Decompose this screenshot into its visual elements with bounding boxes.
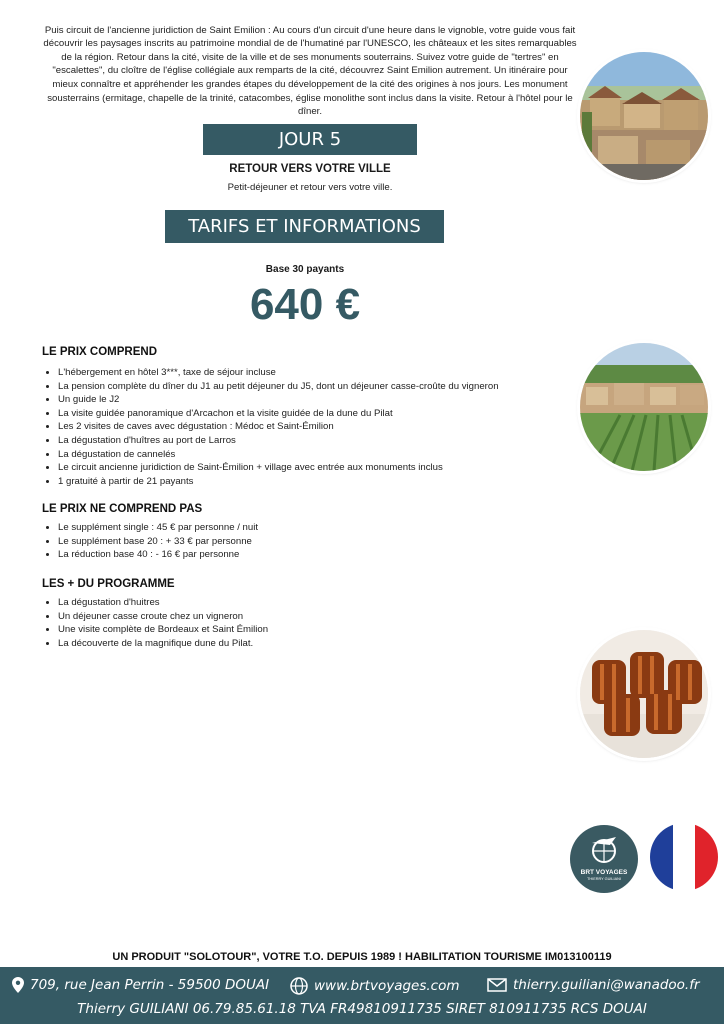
list-item: • Le circuit ancienne juridiction de Saint-Émilion + village avec entrée aux monuments inclus <box>58 461 578 475</box>
globe-icon <box>290 977 308 995</box>
tarifs-banner: TARIFS ET INFORMATIONS <box>165 210 444 243</box>
canneles-pastry-photo <box>580 630 708 758</box>
day-text: Petit-déjeuner et retour vers votre ville. <box>227 182 393 193</box>
logo-name: BRT VOYAGES <box>580 869 628 876</box>
vineyard-village-photo <box>580 343 708 471</box>
list-item: • La dégustation d'huîtres au port de Larros <box>58 434 578 448</box>
footer-legal: Thierry GUILIANI 06.79.85.61.18 TVA FR49810911735 SIRET 810911735 RCS DOUAI <box>77 1001 647 1017</box>
plane-globe-icon <box>588 833 620 865</box>
list-item: • La dégustation d'huitres <box>58 596 578 610</box>
footer-address <box>12 977 269 993</box>
day-banner: JOUR 5 <box>203 124 417 155</box>
list-item: • Le supplément base 20 : + 33 € par personne <box>58 535 578 549</box>
extras-title: LES + DU PROGRAMME <box>42 578 175 590</box>
list-item: • 1 gratuité à partir de 21 payants <box>58 475 578 489</box>
footer-website[interactable] <box>290 977 460 995</box>
list-item: • La découverte de la magnifique dune du Pilat. <box>58 637 578 651</box>
price-amount: 640 € <box>249 280 361 329</box>
brt-voyages-logo <box>570 825 638 893</box>
envelope-icon <box>487 978 507 992</box>
saint-emilion-village-photo <box>580 52 708 180</box>
list-item: • Un guide le J2 <box>58 393 578 407</box>
list-item: • La visite guidée panoramique d'Arcachon et la visite guidée de la dune du Pilat <box>58 407 578 421</box>
list-item: • Les 2 visites de caves avec dégustation : Médoc et Saint-Émilion <box>58 420 578 434</box>
footer-address-text: 709, rue Jean Perrin - 59500 DOUAI <box>30 977 270 993</box>
excludes-title: LE PRIX NE COMPREND PAS <box>42 503 203 515</box>
intro-paragraph: Puis circuit de l'ancienne juridiction de Saint Emilion : Au cours d'un circuit d'une heure dans le vignoble, votre guide vous fait découvrir les paysages inscrits au patrimoine mondial de de l'humatiné par l'UNESCO, les châteaux et les sites remarquables de la région. Retour dans la cité, visite de la ville et de ses monuments souterrains. Suivez votre guide de "tertres" en "escalettes", du cloître de l'église collégiale aux remparts de la cité, découvrez Saint Emilion autrement. Un itinéraire pour mieux connaître et appréhender les grandes étapes du développement de la cité des origines à nos jours. Les monument sousterrains (ermitage, chapelle de la trinité, catacombes, église monolithe sont inclus dans la visite. Retour à l'hôtel pour le dîner. <box>43 24 577 118</box>
list-item: • Le supplément single : 45 € par personne / nuit <box>58 521 578 535</box>
day-title: RETOUR VERS VOTRE VILLE <box>229 163 391 175</box>
footer-email-text[interactable]: thierry.guiliani@wanadoo.fr <box>513 977 700 993</box>
french-flag-icon <box>650 823 718 891</box>
location-pin-icon <box>12 977 24 993</box>
extras-list <box>42 596 578 650</box>
price-base: Base 30 payants <box>265 264 345 275</box>
excludes-list <box>42 521 578 562</box>
list-item: • L'hébergement en hôtel 3***, taxe de séjour incluse <box>58 366 578 380</box>
includes-list <box>42 366 578 488</box>
list-item: • Un déjeuner casse croute chez un vigneron <box>58 610 578 624</box>
footer-email[interactable] <box>487 977 700 993</box>
footer-website-text[interactable]: www.brtvoyages.com <box>314 978 460 994</box>
slogan: UN PRODUIT "SOLOTOUR", VOTRE T.O. DEPUIS 1989 ! HABILITATION TOURISME IM013100119 <box>112 951 612 963</box>
list-item: • Une visite complète de Bordeaux et Saint Émilion <box>58 623 578 637</box>
includes-title: LE PRIX COMPREND <box>42 346 158 358</box>
list-item: • La pension complète du dîner du J1 au petit déjeuner du J5, dont un déjeuner casse-croûte du vigneron <box>58 380 578 394</box>
footer <box>0 967 724 1024</box>
logo-subtitle: THIERRY GUILIANI <box>587 877 621 881</box>
list-item: • La réduction base 40 : - 16 € par personne <box>58 548 578 562</box>
list-item: • La dégustation de cannelés <box>58 448 578 462</box>
